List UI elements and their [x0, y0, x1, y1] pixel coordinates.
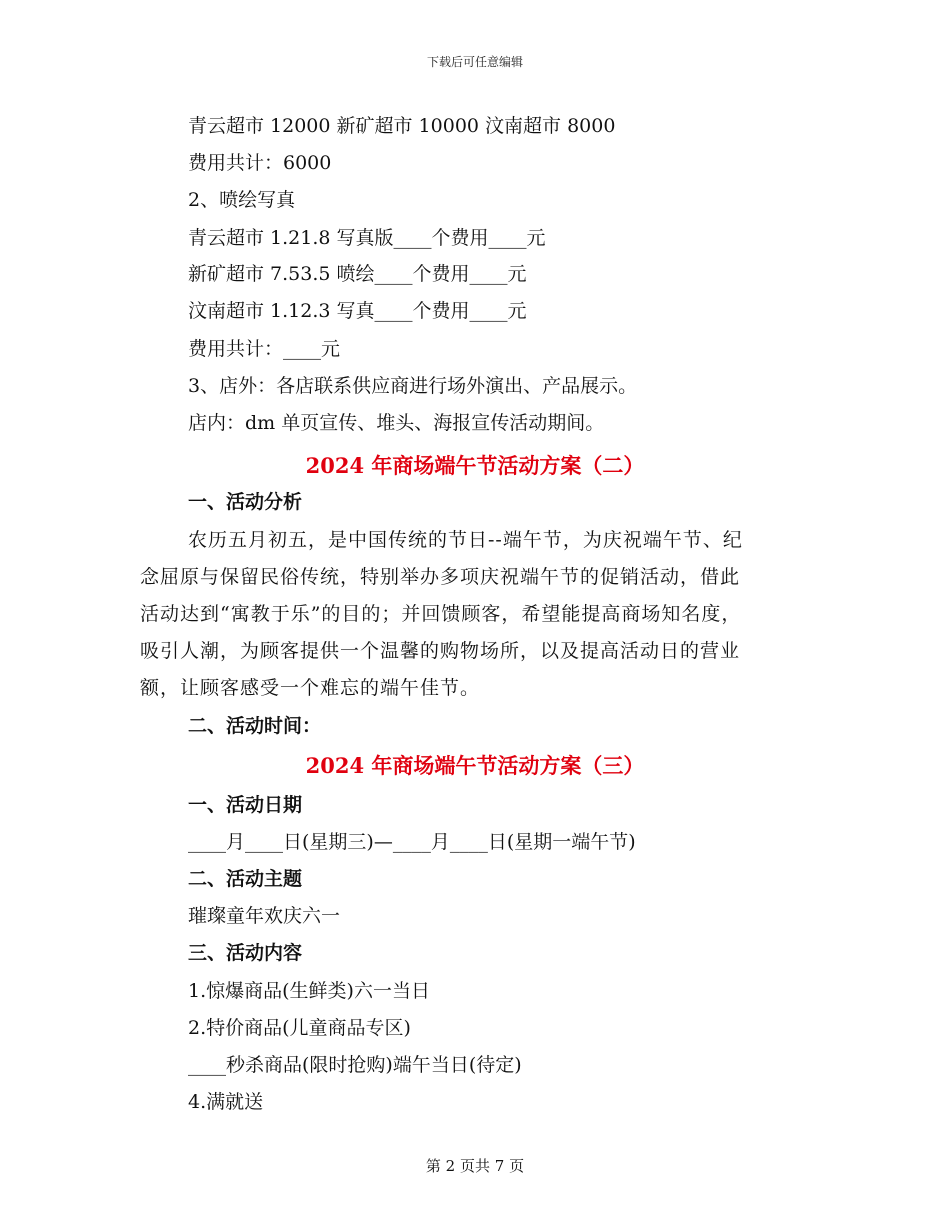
- section-title: 2024 年商场端午节活动方案（三）: [305, 753, 645, 778]
- theme-line: 璀璨童年欢庆六一: [188, 905, 341, 927]
- page-footer: 第 2 页共 7 页: [425, 1157, 525, 1175]
- text-line: 2、喷绘写真: [188, 189, 296, 211]
- list-item: 1.惊爆商品(生鲜类)六一当日: [188, 980, 430, 1002]
- section-heading: 一、活动分析: [188, 491, 303, 513]
- paragraph-line: 吸引人潮，为顾客提供一个温馨的购物场所，以及提高活动日的营业: [140, 640, 741, 662]
- section-heading: 一、活动日期: [188, 794, 303, 816]
- section-title: 2024 年商场端午节活动方案（二）: [305, 453, 645, 478]
- list-item: ____秒杀商品(限时抢购)端午当日(待定): [188, 1054, 522, 1076]
- text-line: 青云超市 1.21.8 写真版____个费用____元: [188, 227, 546, 249]
- page-header: 下载后可任意编辑: [426, 55, 523, 69]
- text-line: 费用共计：6000: [188, 152, 332, 174]
- text-line: 店内：dm 单页宣传、堆头、海报宣传活动期间。: [188, 412, 605, 434]
- date-line: ____月____日(星期三)—____月____日(星期一端午节): [188, 831, 636, 853]
- paragraph-line: 活动达到“寓教于乐”的目的；并回馈顾客，希望能提高商场知名度，: [140, 603, 742, 625]
- section-heading: 二、活动主题: [188, 868, 303, 890]
- paragraph-line: 农历五月初五，是中国传统的节日--端午节，为庆祝端午节、纪: [188, 529, 743, 551]
- text-line: 新矿超市 7.53.5 喷绘____个费用____元: [188, 263, 527, 285]
- paragraph-line: 念屈原与保留民俗传统，特别举办多项庆祝端午节的促销活动，借此: [140, 566, 741, 588]
- section-heading: 二、活动时间：: [188, 715, 322, 737]
- text-line: 费用共计：____元: [188, 338, 341, 360]
- section-heading: 三、活动内容: [188, 942, 303, 964]
- text-line: 青云超市 12000 新矿超市 10000 汶南超市 8000: [188, 115, 616, 137]
- list-item: 4.满就送: [188, 1091, 264, 1113]
- text-line: 3、店外：各店联系供应商进行场外演出、产品展示。: [188, 375, 638, 397]
- paragraph-line: 额，让顾客感受一个难忘的端午佳节。: [140, 677, 481, 699]
- text-line: 汶南超市 1.12.3 写真____个费用____元: [188, 300, 527, 322]
- list-item: 2.特价商品(儿童商品专区): [188, 1017, 411, 1039]
